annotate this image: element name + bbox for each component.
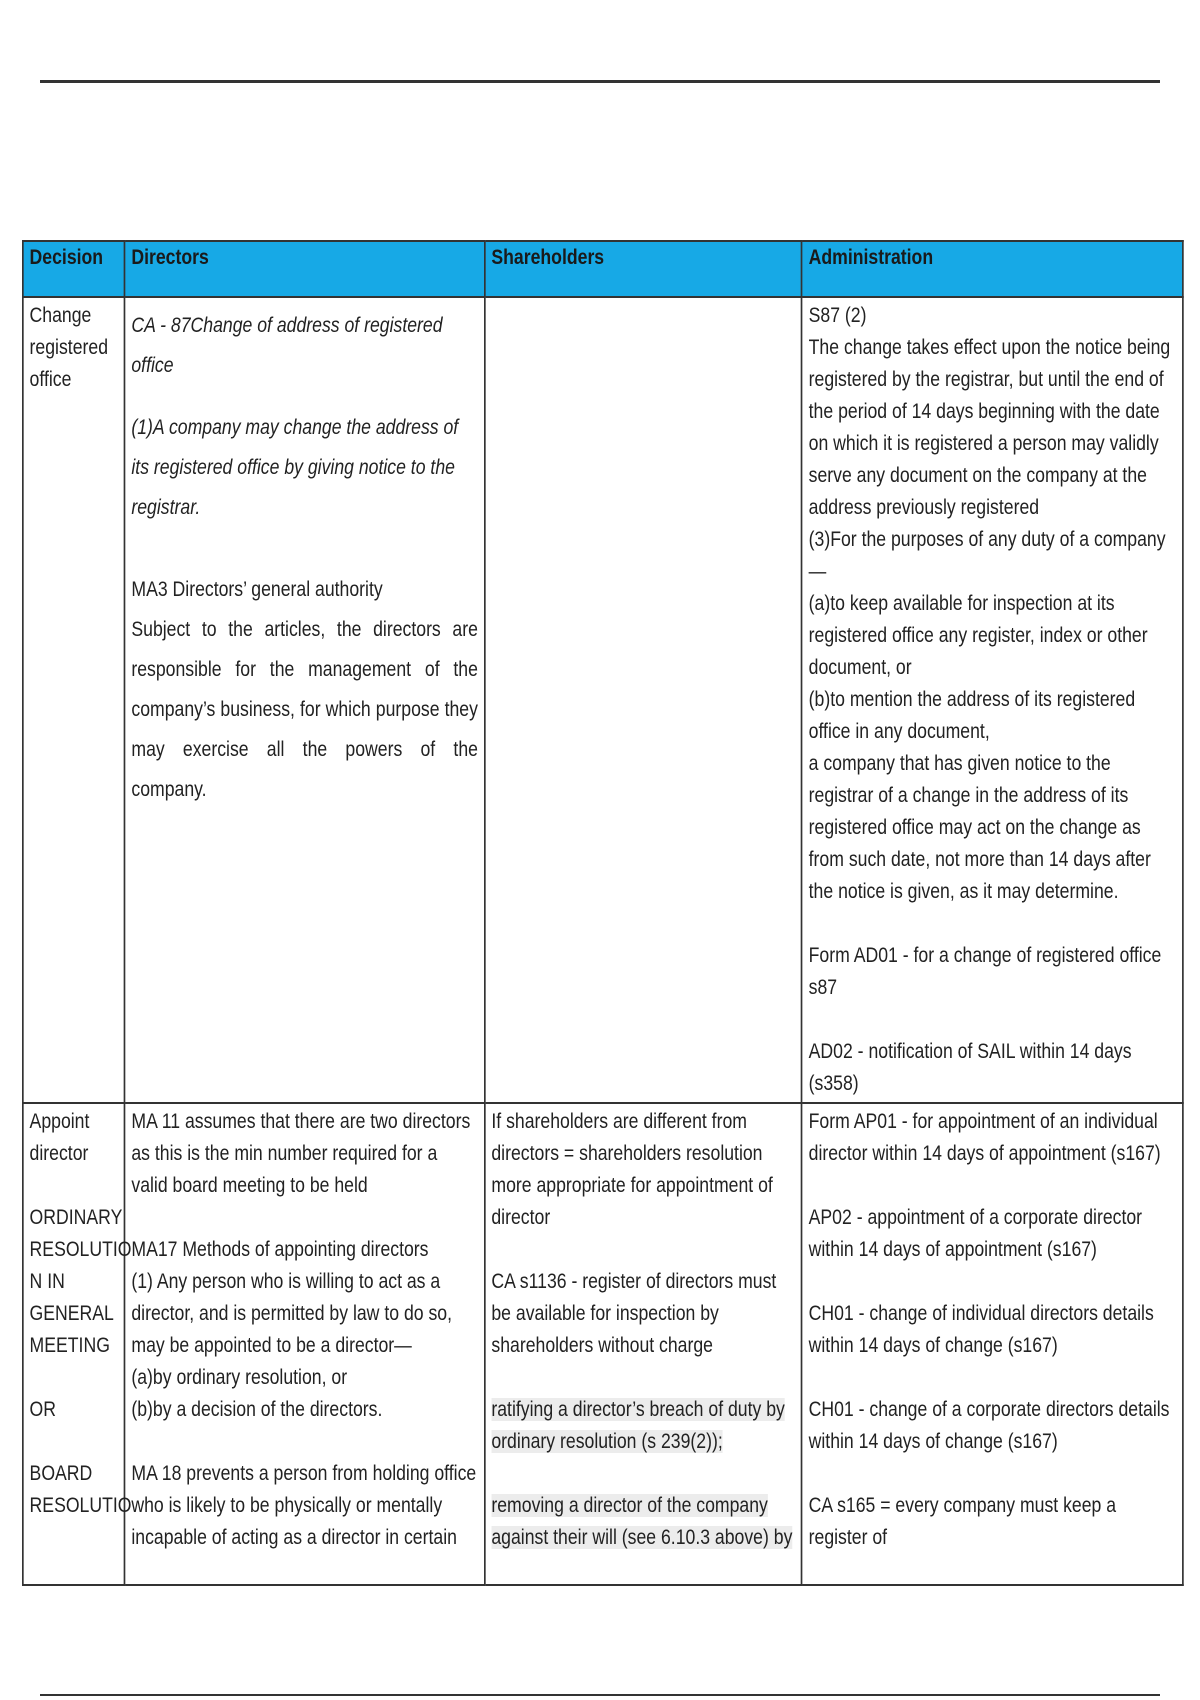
header-shareholders: Shareholders [485,241,802,297]
directors-ma3-text: Subject to the articles, the directors are responsible for the management of the company’s business, for which purpose they may exercise all the powers of the company. [131,618,478,801]
table-row-change-office [23,297,1183,1103]
header-directors: Directors [125,241,485,297]
directors-ma3-title: MA3 Directors’ general authority [131,578,383,601]
admin-form-ap01: Form AP01 - for appointment of an individual director within 14 days of appointment (s167) [808,1110,1161,1165]
shareholders-cell [485,1103,802,1585]
header-administration: Administration [802,241,1183,297]
admin-form-ap02: AP02 - appointment of a corporate director within 14 days of appointment (s167) [808,1206,1143,1261]
decision-board-resolution: BOARD RESOLUTIO [29,1462,132,1517]
shareholders-resolution-note: If shareholders are different from directors = shareholders resolution more appropriate for appointment of director [491,1110,773,1229]
admin-form-ad02: AD02 - notification of SAIL within 14 days (s358) [808,1040,1132,1095]
decision-ordinary-resolution: ORDINARY RESOLUTIO N IN GENERAL MEETING [29,1206,132,1357]
decision-table [22,240,1184,1586]
admin-s87-3: (3)For the purposes of any duty of a company— [808,528,1166,583]
directors-ma18: MA 18 prevents a person from holding office who is likely to be physically or mentally incapable of acting as a director in certain [131,1462,477,1549]
admin-s87-title: S87 (2) [808,304,867,327]
admin-s87-conclusion: a company that has given notice to the registrar of a change in the address of its registered office may act on the change as from such date, not more than 14 days after the notice is given, as it may determine. [808,752,1151,903]
top-rule [40,80,1160,83]
directors-ma17-text: (1) Any person who is willing to act as a director, and is permitted by law to do so, may be appointed to be a director— [131,1270,453,1357]
directors-cell [125,297,485,1103]
bottom-rule [40,1694,1160,1696]
admin-form-ch01-individual: CH01 - change of individual directors details within 14 days of change (s167) [808,1302,1154,1357]
admin-form-ch01-corporate: CH01 - change of a corporate directors details within 14 days of change (s167) [808,1398,1170,1453]
admin-ca165: CA s165 = every company must keep a register of [808,1494,1117,1549]
shareholders-ca1136: CA s1136 - register of directors must be available for inspection by shareholders without charge [491,1270,777,1357]
directors-ma17-a: (a)by ordinary resolution, or [131,1366,348,1389]
directors-cell [125,1103,485,1585]
shareholders-ratifying-breach: ratifying a director’s breach of duty by ordinary resolution (s 239(2)); [491,1398,785,1453]
directors-ma17-title: MA17 Methods of appointing directors [131,1238,429,1261]
admin-s87-text: The change takes effect upon the notice being registered by the registrar, but until the end of the period of 14 days beginning with the date on which it is registered a person may validly serve any document on the company at the address previously registered [808,336,1171,519]
header-decision: Decision [23,241,125,297]
table-row-appoint-director [23,1103,1183,1585]
administration-cell [802,1103,1183,1585]
decision-text: Appoint director [29,1110,90,1165]
admin-s87-3b: (b)to mention the address of its registered office in any document, [808,688,1136,743]
shareholders-cell [485,297,802,1103]
decision-cell [23,1103,132,1585]
shareholders-removing-director: removing a director of the company against their will (see 6.10.3 above) by [491,1494,793,1549]
directors-ca87-text: (1)A company may change the address of its registered office by giving notice to the registrar. [131,416,459,519]
directors-ca87-title: CA - 87Change of address of registered office [131,314,443,377]
admin-s87-3a: (a)to keep available for inspection at its registered office any register, index or other document, or [808,592,1148,679]
admin-form-ad01: Form AD01 - for a change of registered office s87 [808,944,1162,999]
directors-ma11: MA 11 assumes that there are two directors as this is the min number required for a valid board meeting to be held [131,1110,471,1197]
directors-ma17-b: (b)by a decision of the directors. [131,1398,383,1421]
table-header-row [23,241,1183,297]
decision-cell [23,297,125,1103]
decision-or: OR [29,1398,57,1421]
administration-cell [802,297,1183,1103]
decision-text: Change registered office [29,304,109,391]
